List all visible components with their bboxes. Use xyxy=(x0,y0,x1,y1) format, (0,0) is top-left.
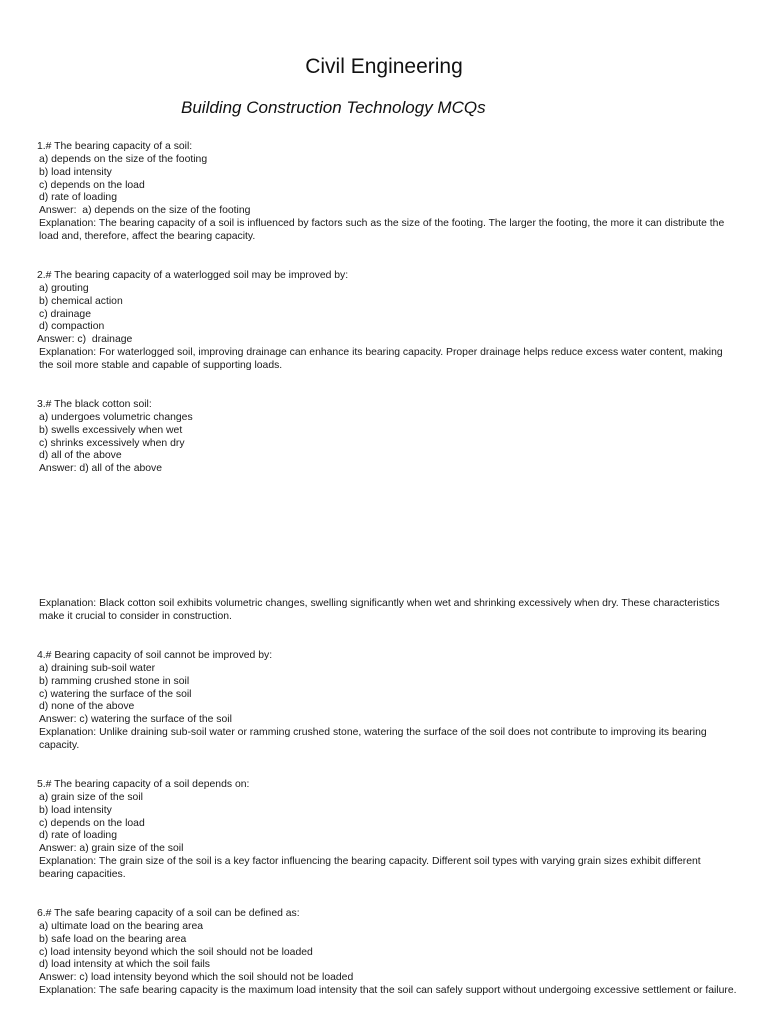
option-c: c) depends on the load xyxy=(39,817,145,829)
option-a: a) undergoes volumetric changes xyxy=(39,411,193,423)
question-stem: 4.# Bearing capacity of soil cannot be improved by: xyxy=(37,650,273,661)
question-block-3-explanation xyxy=(37,598,737,624)
option-c: c) watering the surface of the soil xyxy=(39,688,192,700)
question-stem: 3.# The black cotton soil: xyxy=(37,399,152,410)
explanation: Explanation: Black cotton soil exhibits volumetric changes, swelling significantly when wet and shrinking excessively when dry. These characteristics make it crucial to consider in construction. xyxy=(39,598,720,622)
option-b: b) ramming crushed stone in soil xyxy=(39,675,190,687)
question-stem: 1.# The bearing capacity of a soil: xyxy=(37,141,193,152)
question-block-1 xyxy=(37,141,737,244)
explanation: Explanation: The grain size of the soil is a key factor influencing the bearing capacity. Different soil types with varying grain sizes exhibit different bearing capacities. xyxy=(39,856,701,880)
option-d: d) rate of loading xyxy=(39,830,117,842)
option-a: a) depends on the size of the footing xyxy=(39,153,208,165)
option-d: d) rate of loading xyxy=(39,192,117,204)
option-b: b) safe load on the bearing area xyxy=(39,933,187,945)
answer: Answer: a) grain size of the soil xyxy=(39,843,184,855)
document-title: Civil Engineering xyxy=(305,55,463,78)
option-d: d) load intensity at which the soil fails xyxy=(39,959,210,971)
option-c: c) load intensity beyond which the soil should not be loaded xyxy=(39,946,313,958)
option-a: a) ultimate load on the bearing area xyxy=(39,920,204,932)
option-b: b) load intensity xyxy=(39,804,112,816)
answer: Answer: c) load intensity beyond which the soil should not be loaded xyxy=(39,972,354,984)
option-b: b) swells excessively when wet xyxy=(39,424,183,436)
question-stem: 6.# The safe bearing capacity of a soil can be defined as: xyxy=(37,908,300,919)
question-block-2 xyxy=(37,270,737,373)
question-stem: 5.# The bearing capacity of a soil depends on: xyxy=(37,779,250,790)
option-b: b) load intensity xyxy=(39,166,112,178)
document-subtitle: Building Construction Technology MCQs xyxy=(181,98,486,117)
option-a: a) grain size of the soil xyxy=(39,791,143,803)
option-a: a) grouting xyxy=(39,282,89,294)
explanation: Explanation: The safe bearing capacity is the maximum load intensity that the soil can safely support without undergoing excessive settlement or failure. xyxy=(39,985,737,997)
explanation: Explanation: For waterlogged soil, improving drainage can enhance its bearing capacity. Proper drainage helps reduce excess water content, making the soil more stable and capable of supporting loads. xyxy=(39,347,723,371)
question-block-3 xyxy=(37,399,737,476)
option-a: a) draining sub-soil water xyxy=(39,662,156,674)
option-d: d) none of the above xyxy=(39,701,135,713)
option-d: d) compaction xyxy=(39,321,105,333)
answer: Answer: c) drainage xyxy=(37,334,133,346)
option-c: c) drainage xyxy=(39,308,91,320)
option-b: b) chemical action xyxy=(39,295,123,307)
explanation: Explanation: The bearing capacity of a soil is influenced by factors such as the size of the footing. The larger the footing, the more it can distribute the load and, therefore, affect the bearing capacity. xyxy=(39,218,725,242)
explanation: Explanation: Unlike draining sub-soil water or ramming crushed stone, watering the surface of the soil does not contribute to improving its bearing capacity. xyxy=(39,727,707,751)
answer: Answer: a) depends on the size of the footing xyxy=(39,205,251,217)
option-c: c) shrinks excessively when dry xyxy=(39,437,185,449)
option-c: c) depends on the load xyxy=(39,179,145,191)
question-block-4 xyxy=(37,650,737,753)
answer: Answer: c) watering the surface of the soil xyxy=(39,714,232,726)
option-d: d) all of the above xyxy=(39,450,122,462)
answer: Answer: d) all of the above xyxy=(39,463,163,475)
question-block-6 xyxy=(37,908,737,998)
question-block-5 xyxy=(37,779,737,882)
question-stem: 2.# The bearing capacity of a waterlogged soil may be improved by: xyxy=(37,270,349,281)
